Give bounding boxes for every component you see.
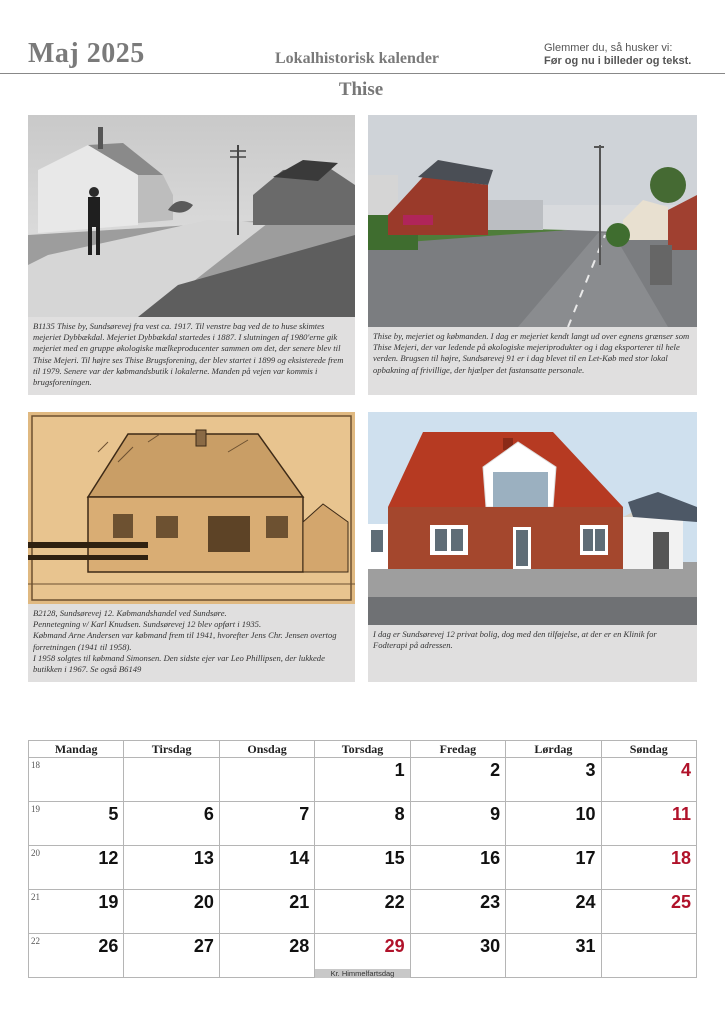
day-cell xyxy=(601,846,696,890)
weekday-header: Torsdag xyxy=(315,741,410,758)
day-cell xyxy=(219,934,314,978)
tagline-line2: Før og nu i billeder og tekst. xyxy=(544,55,692,67)
week-row xyxy=(29,846,697,890)
day-cell xyxy=(29,890,124,934)
week-number: 19 xyxy=(31,804,40,814)
day-number: 5 xyxy=(108,804,119,824)
day-number: 28 xyxy=(289,936,310,956)
day-number: 13 xyxy=(193,848,214,868)
day-number: 6 xyxy=(203,804,214,824)
calendar-name: Lokalhistorisk kalender xyxy=(275,50,440,67)
day-number: 2 xyxy=(490,760,501,780)
day-number: 16 xyxy=(480,848,501,868)
caption-line: B1135 Thise by, Sundsørevej fra vest ca. 1917. Til venstre bag ved de to huse skimtes mejeriet Dybbækdal. Mejeriet Dybbækdal startedes i 1887. I slutningen af 1980'erne gik mejeriet med en gruppe økologiske mælkeproducenter sammen om det, der senere blev til Thise Mejeri. Til højre ses Thise Brugsforening, der blev startet i 1899 og eksisterede frem til 1979. Senere var der købmandsbutik i lokalerne. Manden på vejen var kommis i brugsforeningen. xyxy=(33,321,346,388)
caption-line: I dag er Sundsørevej 12 privat bolig, dog med den tilføjelse, at der er en Klinik for Fodterapi på adressen. xyxy=(373,629,659,651)
day-cell xyxy=(410,758,505,802)
day-cell xyxy=(124,802,219,846)
weekday-header: Mandag xyxy=(29,741,124,758)
day-cell xyxy=(124,890,219,934)
caption-line: Pennetegning v/ Karl Knudsen. Sundsørevej 12 blev opført i 1935. xyxy=(33,619,262,630)
day-number: 14 xyxy=(289,848,310,868)
week-row xyxy=(29,890,697,934)
day-number: 29 xyxy=(384,936,405,956)
week-number: 22 xyxy=(31,936,40,946)
day-cell xyxy=(601,890,696,934)
historic-street-photo xyxy=(28,115,355,317)
day-number: 20 xyxy=(193,892,214,912)
day-number: 22 xyxy=(384,892,405,912)
brick-house-photo xyxy=(368,412,697,625)
day-cell xyxy=(410,890,505,934)
day-cell xyxy=(506,846,601,890)
day-cell xyxy=(29,802,124,846)
day-number: 10 xyxy=(575,804,596,824)
day-cell xyxy=(29,846,124,890)
day-cell xyxy=(124,934,219,978)
modern-street-photo xyxy=(368,115,697,327)
day-number: 7 xyxy=(299,804,310,824)
day-number: 30 xyxy=(480,936,501,956)
day-number: 25 xyxy=(670,892,691,912)
weekday-header: Lørdag xyxy=(506,741,601,758)
week-row xyxy=(29,934,697,978)
day-cell xyxy=(601,758,696,802)
day-number: 24 xyxy=(575,892,596,912)
week-number: 18 xyxy=(31,760,40,770)
week-row xyxy=(29,802,697,846)
caption-line: B2128, Sundsørevej 12. Købmandshandel ved Sundsøre. xyxy=(33,608,227,618)
day-number: 19 xyxy=(98,892,119,912)
caption-line: Købmand Arne Andersen var købmand frem til 1941, hvorefter Jens Chr. Jensen overtog forretningen (1941 til 1958). xyxy=(33,630,339,652)
day-number: 17 xyxy=(575,848,596,868)
day-cell xyxy=(124,846,219,890)
day-cell xyxy=(219,846,314,890)
day-cell xyxy=(29,758,124,802)
town-title: Thise xyxy=(338,79,384,100)
day-cell xyxy=(219,802,314,846)
day-cell xyxy=(506,934,601,978)
day-cell xyxy=(315,846,410,890)
holiday-label: Kr. Himmelfartsdag xyxy=(315,969,409,978)
day-cell xyxy=(315,890,410,934)
day-cell xyxy=(506,758,601,802)
day-number: 15 xyxy=(384,848,405,868)
day-cell xyxy=(315,802,410,846)
weekday-header: Tirsdag xyxy=(124,741,219,758)
day-number: 11 xyxy=(671,804,691,824)
day-cell xyxy=(506,890,601,934)
pen-drawing-photo xyxy=(28,412,355,604)
day-cell xyxy=(601,934,696,978)
caption-line: Thise by, mejeriet og købmanden. I dag er mejeriet kendt langt ud over egnens grænser som Thise Mejeri, der var ledende på økologiske mejeriprodukter og i dag eksporterer til hele verden. Brugsen til højre, Sundsørevej 91 er i dag blevet til en Let-Køb med stor lokal opbakning af frivillige, der hjælper det fastansatte personale. xyxy=(373,331,692,375)
weekday-header: Onsdag xyxy=(219,741,314,758)
weekday-header: Søndag xyxy=(601,741,696,758)
photo-caption-3 xyxy=(28,604,355,682)
day-cell xyxy=(410,802,505,846)
month-title: Maj 2025 xyxy=(28,38,145,69)
day-number: 26 xyxy=(98,936,119,956)
day-number: 27 xyxy=(193,936,214,956)
day-number: 23 xyxy=(480,892,501,912)
day-number: 31 xyxy=(575,936,596,956)
day-cell xyxy=(601,802,696,846)
week-number: 21 xyxy=(31,892,40,902)
day-cell xyxy=(315,934,410,978)
day-number: 21 xyxy=(289,892,310,912)
day-cell xyxy=(410,846,505,890)
calendar-grid xyxy=(28,740,697,978)
day-cell xyxy=(29,934,124,978)
day-number: 9 xyxy=(490,804,501,824)
day-cell xyxy=(506,802,601,846)
day-number: 12 xyxy=(98,848,119,868)
photo-caption-2 xyxy=(368,327,697,395)
caption-line: I 1958 solgtes til købmand Simonsen. Den sidste ejer var Leo Phillipsen, der lukkede butikken i 1967. Se også B6149 xyxy=(33,652,328,675)
day-number: 18 xyxy=(670,848,691,868)
tagline-line1: Glemmer du, så husker vi: xyxy=(544,42,673,54)
header-divider xyxy=(0,73,725,74)
week-number: 20 xyxy=(31,848,40,858)
day-number: 3 xyxy=(585,760,596,780)
photo-caption-4 xyxy=(368,625,697,682)
day-number: 8 xyxy=(394,804,405,824)
day-cell xyxy=(124,758,219,802)
day-cell xyxy=(315,758,410,802)
weekday-header-row xyxy=(29,741,697,758)
photo-caption-1 xyxy=(28,317,355,395)
day-cell xyxy=(219,890,314,934)
day-cell xyxy=(410,934,505,978)
day-number: 4 xyxy=(680,760,691,780)
weekday-header: Fredag xyxy=(410,741,505,758)
week-row xyxy=(29,758,697,802)
day-number: 1 xyxy=(394,760,405,780)
day-cell xyxy=(219,758,314,802)
